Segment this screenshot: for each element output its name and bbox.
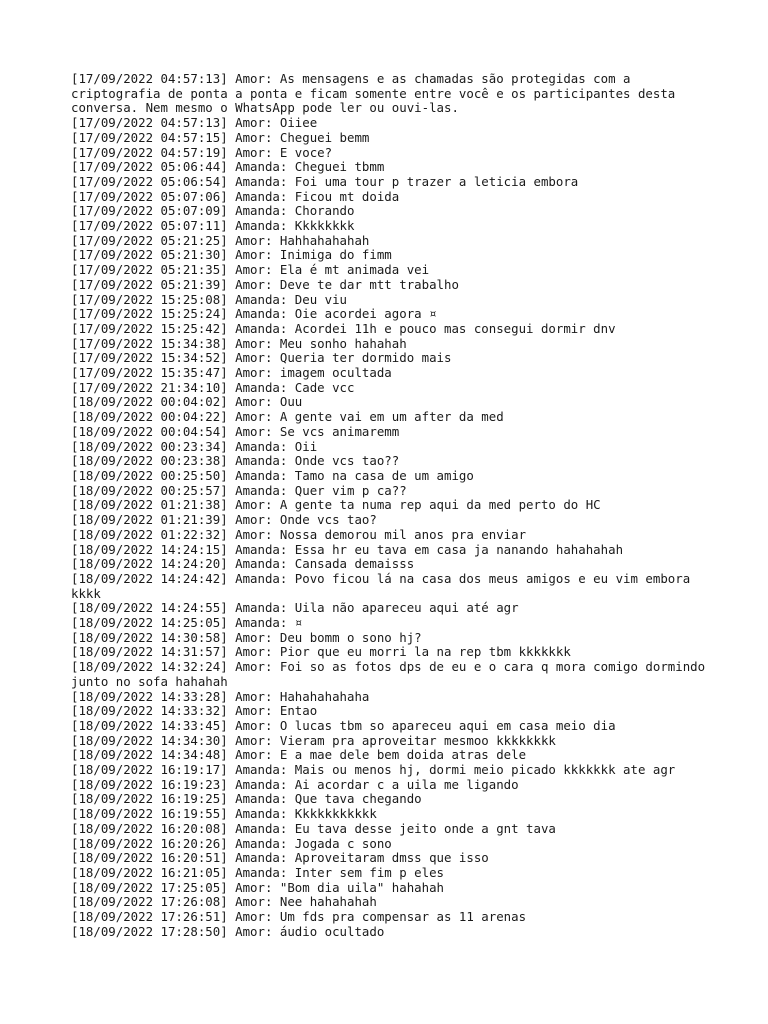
message-line: [18/09/2022 14:33:32] Amor: Entao [71, 703, 318, 719]
message-line: [17/09/2022 15:25:42] Amanda: Acordei 11h e pouco mas consegui dormir dnv [71, 320, 616, 336]
message-line: [18/09/2022 14:30:58] Amor: Deu bomm o sono hj? [71, 629, 422, 645]
message-line: [17/09/2022 15:34:52] Amor: Queria ter dormido mais [71, 350, 452, 366]
message-line: [17/09/2022 15:25:08] Amanda: Deu viu [71, 291, 348, 307]
message-line: [18/09/2022 14:31:57] Amor: Pior que eu morri la na rep tbm kkkkkkk [71, 644, 571, 660]
message-line: [18/09/2022 14:24:15] Amanda: Essa hr eu tava em casa ja nanando hahahahah [71, 541, 624, 557]
message-line: [17/09/2022 15:34:38] Amor: Meu sonho hahahah [71, 335, 407, 351]
message-line: [17/09/2022 05:07:11] Amanda: Kkkkkkkk [71, 218, 355, 234]
message-line: [18/09/2022 17:26:51] Amor: Um fds pra compensar as 11 arenas [71, 909, 527, 925]
message-line: [17/09/2022 05:21:39] Amor: Deve te dar mtt trabalho [71, 276, 459, 292]
message-line: [18/09/2022 00:23:38] Amanda: Onde vcs tao?? [71, 453, 400, 469]
message-line: [18/09/2022 14:34:30] Amor: Vieram pra aproveitar mesmoo kkkkkkkk [71, 732, 556, 748]
message-line: [17/09/2022 05:07:09] Amanda: Chorando [71, 203, 355, 219]
message-line: [18/09/2022 17:26:08] Amor: Nee hahahahah [71, 894, 377, 910]
message-line: [18/09/2022 14:24:55] Amanda: Uila não apareceu aqui até agr [71, 600, 519, 616]
message-line: [18/09/2022 01:21:38] Amor: A gente ta numa rep aqui da med perto do HC [71, 497, 601, 513]
message-line: [18/09/2022 16:19:23] Amanda: Ai acordar c a uila me ligando [71, 776, 519, 792]
message-line: [17/09/2022 04:57:15] Amor: Cheguei bemm [71, 129, 370, 145]
message-line: [18/09/2022 16:20:51] Amanda: Aproveitaram dmss que isso [71, 850, 489, 866]
message-line: [17/09/2022 15:25:24] Amanda: Oie acordei agora ¤ [71, 306, 437, 322]
message-line: [18/09/2022 16:21:05] Amanda: Inter sem fim p eles [71, 864, 444, 880]
message-line: [17/09/2022 05:21:25] Amor: Hahhahahahah [71, 232, 370, 248]
message-line: [17/09/2022 21:34:10] Amanda: Cade vcc [71, 379, 355, 395]
message-line: [17/09/2022 04:57:13] Amor: Oiiee [71, 115, 318, 131]
message-line: [18/09/2022 00:04:22] Amor: A gente vai em um after da med [71, 409, 504, 425]
message-line: [18/09/2022 16:20:26] Amanda: Jogada c sono [71, 835, 392, 851]
message-line: [18/09/2022 00:04:02] Amor: Ouu [71, 394, 303, 410]
message-line: [18/09/2022 14:33:28] Amor: Hahahahahaha [71, 688, 370, 704]
message-line: [18/09/2022 14:24:20] Amanda: Cansada demaisss [71, 556, 415, 572]
message-line: [18/09/2022 16:20:08] Amanda: Eu tava desse jeito onde a gnt tava [71, 820, 556, 836]
message-line: [18/09/2022 00:23:34] Amanda: Oii [71, 438, 318, 454]
message-line: [18/09/2022 16:19:55] Amanda: Kkkkkkkkkkk [71, 806, 377, 822]
message-line: [17/09/2022 15:35:47] Amor: imagem ocultada [71, 365, 392, 381]
message-line: [18/09/2022 14:24:42] Amanda: Povo ficou lá na casa dos meus amigos e eu vim embora kkkk [71, 570, 698, 601]
message-line: [17/09/2022 05:21:35] Amor: Ela é mt animada vei [71, 262, 430, 278]
message-line: [18/09/2022 14:34:48] Amor: E a mae dele bem doida atras dele [71, 747, 527, 763]
chat-export-document [71, 72, 711, 939]
message-line: [18/09/2022 01:22:32] Amor: Nossa demorou mil anos pra enviar [71, 526, 527, 542]
message-line: [17/09/2022 04:57:13] Amor: As mensagens e as chamadas são protegidas com a criptografia de ponta a ponta e ficam somente entre você e os participantes desta conversa. Nem mesmo o WhatsApp pode ler ou ouvi-las. [71, 71, 683, 116]
message-line: [18/09/2022 00:25:57] Amanda: Quer vim p ca?? [71, 482, 407, 498]
message-line: [18/09/2022 14:32:24] Amor: Foi so as fotos dps de eu e o cara q mora comigo dormindo junto no sofa hahahah [71, 659, 713, 689]
message-line: [18/09/2022 16:19:25] Amanda: Que tava chegando [71, 791, 422, 807]
message-line: [17/09/2022 05:07:06] Amanda: Ficou mt doida [71, 188, 400, 204]
message-line: [17/09/2022 05:06:44] Amanda: Cheguei tbmm [71, 159, 385, 175]
message-line: [17/09/2022 04:57:19] Amor: E voce? [71, 144, 333, 160]
message-line: [18/09/2022 00:25:50] Amanda: Tamo na casa de um amigo [71, 467, 474, 483]
message-line: [18/09/2022 14:33:45] Amor: O lucas tbm so apareceu aqui em casa meio dia [71, 717, 616, 733]
message-line: [18/09/2022 17:25:05] Amor: "Bom dia uila" hahahah [71, 879, 444, 895]
message-line: [18/09/2022 01:21:39] Amor: Onde vcs tao? [71, 512, 377, 528]
message-line: [18/09/2022 14:25:05] Amanda: ¤ [71, 615, 303, 631]
message-line: [17/09/2022 05:21:30] Amor: Inimiga do fimm [71, 247, 392, 263]
message-line: [18/09/2022 17:28:50] Amor: áudio ocultado [71, 923, 385, 939]
message-line: [18/09/2022 00:04:54] Amor: Se vcs animaremm [71, 423, 400, 439]
message-line: [18/09/2022 16:19:17] Amanda: Mais ou menos hj, dormi meio picado kkkkkkk ate agr [71, 762, 676, 778]
message-line: [17/09/2022 05:06:54] Amanda: Foi uma tour p trazer a leticia embora [71, 173, 579, 189]
